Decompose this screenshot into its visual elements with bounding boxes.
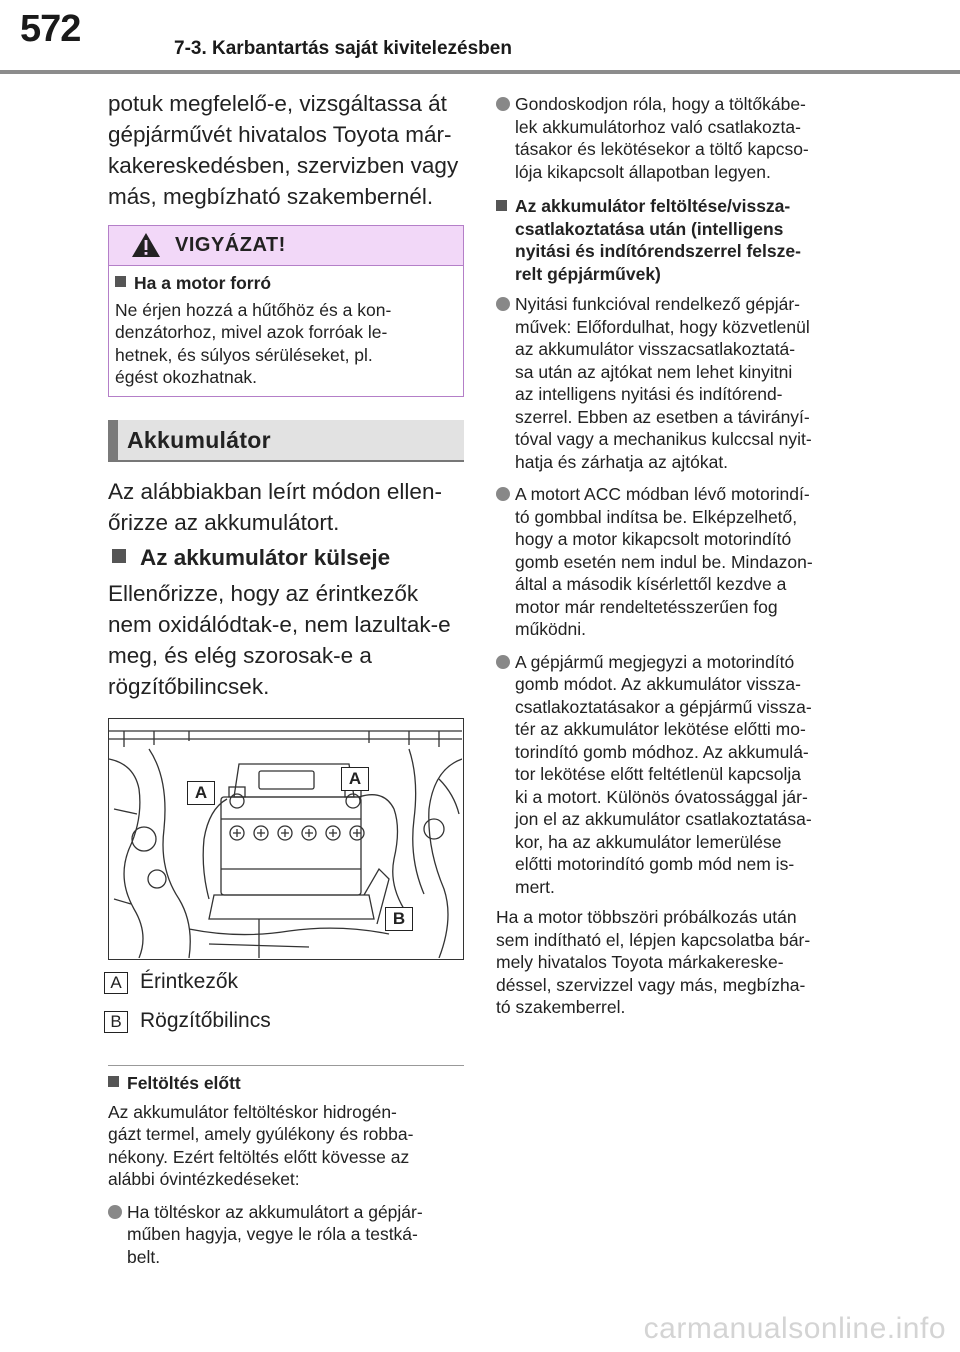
intro-line: kakereskedésben, szervizben vagy: [108, 153, 459, 178]
text-line: lek akkumulátorhoz való csatlakozta-: [515, 116, 801, 137]
text-line: kor, ha az akkumulátor lemerülése: [515, 831, 782, 852]
warning-box: [108, 225, 464, 397]
legend-label-b: Rögzítőbilincs: [140, 1009, 271, 1032]
exterior-line: Ellenőrizze, hogy az érintkezők: [108, 581, 419, 606]
text-line: tér az akkumulátor lekötése előtti mo-: [515, 719, 806, 739]
bullet-dot-icon: [496, 297, 510, 311]
text-line: déssel, szervizzel vagy más, megbízha-: [496, 974, 806, 995]
text-line: által a második kísérlettől kezdve a: [515, 574, 787, 594]
text-line: Ha a motor többszöri próbálkozás után: [496, 907, 797, 927]
text-line: mert.: [515, 876, 555, 897]
battery-figure: [108, 718, 464, 960]
intro-line: potuk megfelelő-e, vizsgáltassa át: [108, 91, 447, 116]
warning-title: VIGYÁZAT!: [175, 234, 286, 256]
warning-text-line: hetnek, és súlyos sérüléseket, pl.: [115, 344, 373, 365]
warning-header: [109, 226, 463, 266]
exterior-heading: Az akkumulátor külseje: [112, 542, 472, 573]
callout-a-right: A: [341, 767, 369, 791]
text-line: tóval vagy a mechanikus kulccsal nyit-: [515, 429, 812, 449]
square-bullet-icon: [108, 1076, 119, 1087]
bullet-item: [496, 651, 856, 899]
text-line: előtti motorindító gomb mód nem is-: [515, 854, 795, 874]
before-charging-heading: Feltöltés előtt: [108, 1072, 468, 1095]
text-line: gomb esetén nem indul be. Mindazon-: [515, 551, 813, 572]
intro-paragraph: [108, 88, 468, 212]
exterior-line: rögzítőbilincsek.: [108, 674, 270, 699]
text-line: sa után az ajtókat nem lehet kinyitni: [515, 361, 793, 382]
bullet-dot-icon: [496, 655, 510, 669]
text-line: ki a motort. Különös óvatossággal jár-: [515, 786, 808, 807]
text-line: alábbi óvintézkedéseket:: [108, 1169, 300, 1189]
text-line: tor lekötése előtt feltétlenül kapcsolja: [515, 764, 801, 784]
text-line: szerrel. Ebben az esetben a távirányí-: [515, 406, 810, 427]
text-line: Nyitási funkcióval rendelkező gépjár-: [515, 294, 800, 314]
bullet-item: [496, 93, 856, 183]
lead-line: őrizze az akkumulátort.: [108, 510, 340, 535]
text-line: gomb módot. Az akkumulátor vissza-: [515, 674, 801, 694]
text-line: A gépjármű megjegyzi a motorindító: [515, 651, 795, 672]
text-line: az intelligens nyitási és indítórend-: [515, 384, 783, 404]
text-line: tásakor és lekötésekor a töltő kapcso-: [515, 139, 809, 159]
text-line: sem indítható el, lépjen kapcsolatba bár-: [496, 929, 811, 950]
bullet-item: [108, 1201, 468, 1269]
square-bullet-icon: [496, 200, 507, 211]
exterior-paragraph: [108, 578, 468, 702]
text-line: az akkumulátor visszacsatlakoztatá-: [515, 339, 796, 359]
text-line: gázt termel, amely gyúlékony és robba-: [108, 1124, 414, 1144]
subsection-heading: [496, 195, 856, 285]
text-line: jon el az akkumulátor csatlakoztatása-: [515, 809, 812, 829]
text-line: művek: Előfordulhat, hogy közvetlenül: [515, 316, 810, 337]
warning-text-line: denzátorhoz, mivel azok forróak le-: [115, 322, 388, 342]
text-line: működni.: [515, 619, 587, 639]
legend-key-b: B: [104, 1011, 128, 1033]
lead-paragraph: [108, 476, 468, 538]
warning-subhead: Ha a motor forró: [115, 272, 455, 295]
warning-triangle-icon: [131, 232, 161, 258]
lead-line: Az alábbiakban leírt módon ellen-: [108, 479, 442, 504]
legend-key-a: A: [104, 972, 128, 994]
section-title: 7-3. Karbantartás saját kivitelezésben: [174, 38, 512, 59]
intro-line: más, megbízható szakembernél.: [108, 184, 434, 209]
closing-paragraph: [496, 906, 856, 1019]
text-line: csatlakoztatása után (intelligens: [515, 218, 784, 239]
text-line: mely hivatalos Toyota márkakereske-: [496, 952, 784, 972]
bullet-dot-icon: [496, 487, 510, 501]
right-column: [496, 93, 856, 1019]
text-line: tó gombbal indítsa be. Elképzelhető,: [515, 506, 798, 527]
warning-text-line: Ne érjen hozzá a hűtőhöz és a kon-: [115, 299, 392, 320]
text-line: tó szakemberrel.: [496, 997, 626, 1017]
header-rule: [0, 70, 960, 74]
page-number: 572: [20, 8, 81, 50]
bullet-dot-icon: [496, 97, 510, 111]
exterior-line: nem oxidálódtak-e, nem lazultak-e: [108, 612, 451, 637]
bullet-item: [496, 293, 856, 473]
section-heading-bar: [108, 420, 464, 462]
text-line: belt.: [127, 1246, 161, 1267]
divider: [108, 1065, 464, 1066]
square-bullet-icon: [115, 276, 126, 287]
text-line: Ha töltéskor az akkumulátort a gépjár-: [127, 1201, 423, 1222]
text-line: Gondoskodjon róla, hogy a töltőkábe-: [515, 94, 806, 114]
text-line: műben hagyja, vegye le róla a testká-: [127, 1224, 418, 1244]
text-line: motor már rendeltetésszerűen fog: [515, 596, 778, 617]
text-line: nékony. Ezért feltöltés előtt kövesse az: [108, 1146, 410, 1167]
text-line: Az akkumulátor feltöltéskor hidrogén-: [108, 1101, 397, 1122]
text-line: hatja és zárhatja az ajtókat.: [515, 451, 729, 472]
text-line: relt gépjárművek): [515, 263, 661, 284]
text-line: torindító gomb módhoz. Az akkumulá-: [515, 741, 809, 762]
text-line: nyitási és indítórendszerrel felsze-: [515, 241, 801, 261]
square-bullet-icon: [112, 549, 126, 563]
text-line: csatlakoztatásakor a gépjármű vissza-: [515, 696, 812, 717]
warning-body: [115, 272, 455, 389]
section-bar-accent: [108, 420, 118, 460]
section-heading: Akkumulátor: [127, 427, 271, 453]
exterior-line: meg, és elég szorosak-e a: [108, 643, 372, 668]
text-line: A motort ACC módban lévő motorindí-: [515, 484, 810, 504]
bullet-dot-icon: [108, 1205, 122, 1219]
text-line: Az akkumulátor feltöltése/vissza-: [515, 196, 791, 216]
text-line: hogy a motor kikapcsolt motorindító: [515, 529, 792, 549]
callout-a-left: A: [187, 781, 215, 805]
bullet-item: [496, 483, 856, 641]
before-charging-section: [108, 1072, 468, 1274]
text-line: lója kikapcsolt állapotban legyen.: [515, 161, 771, 182]
callout-b: B: [385, 907, 413, 931]
intro-line: gépjárművét hivatalos Toyota már-: [108, 122, 452, 147]
watermark: carmanualsonline.info: [643, 1312, 946, 1345]
legend-label-a: Érintkezők: [140, 970, 239, 993]
warning-text-line: égést okozhatnak.: [115, 367, 258, 387]
